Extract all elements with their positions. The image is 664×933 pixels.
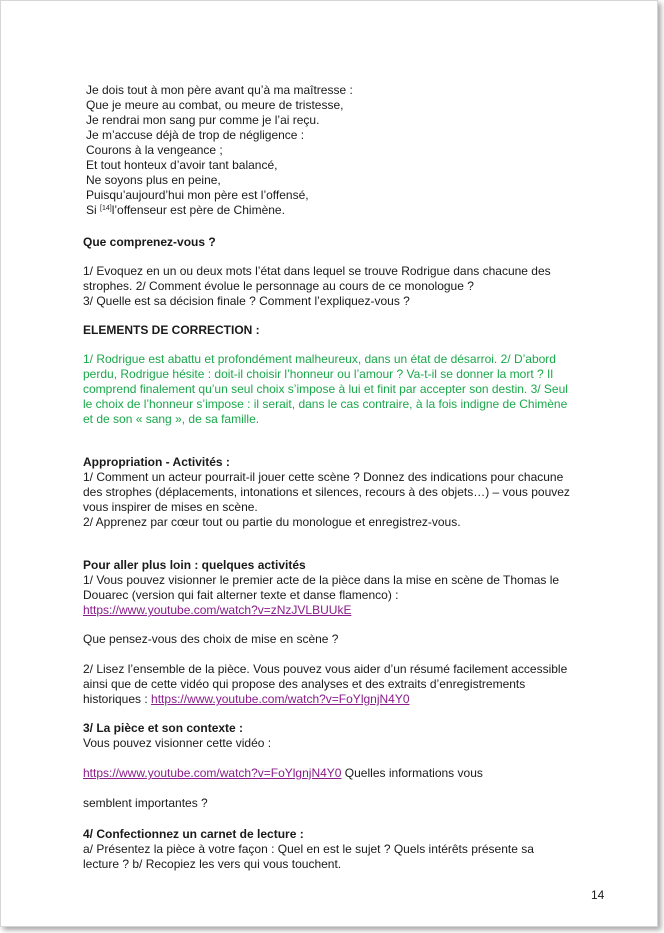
appropriation-heading: Appropriation - Activités : (83, 455, 230, 469)
correction-line: perdu, Rodrigue hésite : doit-il choisir l’honneur ou l’amour ? Va-t-il se donner la mort ? Il (83, 367, 554, 381)
comprehension-heading: Que comprenez-vous ? (83, 235, 216, 249)
context-link-line (83, 766, 483, 781)
further-line: 2/ Lisez l’ensemble de la pièce. Vous pouvez vous aider d’un résumé facilement accessible (83, 662, 568, 676)
further-line: Douarec (version qui fait alterner texte et danse flamenco) : (83, 588, 399, 602)
further-line-with-link (83, 692, 410, 707)
comprehension-line: 1/ Evoquez en un ou deux mots l’état dans lequel se trouve Rodrigue dans chacune des (83, 264, 551, 278)
carnet-line: a/ Présentez la pièce à votre façon : Quel en est le sujet ? Quels intérêts présente sa (83, 842, 534, 856)
further-question: Que pensez-vous des choix de mise en scène ? (83, 632, 339, 646)
carnet-line: lecture ? b/ Recopiez les vers qui vous touchent. (83, 857, 342, 871)
appropriation-line: 2/ Apprenez par cœur tout ou partie du monologue et enregistrez-vous. (83, 515, 461, 529)
context-line: Vous pouvez visionner cette vidéo : (83, 736, 272, 750)
youtube-link-3[interactable]: https://www.youtube.com/watch?v=FoYlgnjN4Y0 (83, 766, 342, 780)
correction-line: comprend finalement qu’un seul choix s’impose à lui et finit par accepter son destin. 3/ Seul (83, 382, 568, 396)
carnet-heading: 4/ Confectionnez un carnet de lecture : (83, 827, 304, 841)
footnote-ref[interactable]: [14] (100, 205, 112, 212)
poem-last-line (86, 203, 285, 218)
poem-last-prefix: Si (86, 203, 101, 217)
poem-line: Je dois tout à mon père avant qu’à ma maîtresse : (86, 83, 353, 97)
correction-line: et de son « sang », de sa famille. (83, 412, 260, 426)
further-line-prefix: historiques : (83, 692, 152, 706)
poem-line: Puisqu’aujourd’hui mon père est l’offensé, (86, 188, 309, 202)
context-line: semblent importantes ? (83, 796, 208, 810)
poem-last-rest: l’offenseur est père de Chimène. (111, 203, 285, 217)
poem-line: Que je meure au combat, ou meure de tristesse, (86, 98, 344, 112)
appropriation-line: des strophes (déplacements, intonations et silences, recours à des objets…) – vous pouvez (83, 485, 570, 499)
poem-line: Courons à la vengeance ; (86, 143, 223, 157)
further-line: 1/ Vous pouvez visionner le premier acte de la pièce dans la mise en scène de Thomas le (83, 573, 560, 587)
poem-line: Et tout honteux d’avoir tant balancé, (86, 158, 278, 172)
appropriation-line: 1/ Comment un acteur pourrait-il jouer cette scène ? Donnez des indications pour chacune (83, 470, 564, 484)
further-line: ainsi que de cette vidéo qui propose des analyses et des extraits d’enregistrements (83, 677, 526, 691)
correction-heading: ELEMENTS DE CORRECTION : (83, 323, 260, 337)
comprehension-line: strophes. 2/ Comment évolue le personnage au cours de ce monologue ? (83, 279, 474, 293)
context-link-suffix: Quelles informations vous (341, 766, 483, 780)
context-heading: 3/ La pièce et son contexte : (83, 721, 244, 735)
poem-line: Ne soyons plus en peine, (86, 173, 221, 187)
youtube-link-1[interactable]: https://www.youtube.com/watch?v=zNzJVLBUUkE (83, 603, 352, 617)
youtube-link-2[interactable]: https://www.youtube.com/watch?v=FoYlgnjN4Y0 (151, 692, 410, 706)
comprehension-line: 3/ Quelle est sa décision finale ? Comment l’expliquez-vous ? (83, 294, 410, 308)
correction-line: 1/ Rodrigue est abattu et profondément malheureux, dans un état de désarroi. 2/ D’abord (83, 352, 556, 366)
further-heading: Pour aller plus loin : quelques activités (83, 558, 306, 572)
poem-line: Je m’accuse déjà de trop de négligence : (86, 128, 305, 142)
page-number: 14 (591, 888, 605, 902)
poem-line: Je rendrai mon sang pur comme je l’ai reçu. (86, 113, 320, 127)
appropriation-line: vous inspirer de mises en scène. (83, 500, 258, 514)
correction-line: le choix de l’honneur s’impose : il serait, dans le cas contraire, à la fois indigne de Chimène (83, 397, 568, 411)
